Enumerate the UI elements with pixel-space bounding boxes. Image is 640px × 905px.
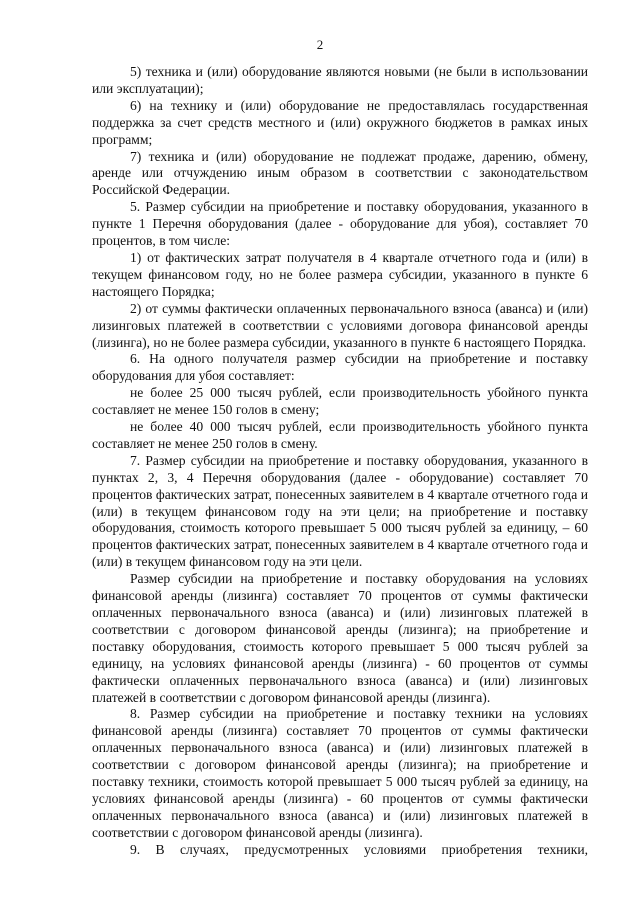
paragraph-clause-9: 9. В случаях, предусмотренных условиями приобретения техники, xyxy=(130,841,588,857)
paragraph-clause-5: 5. Размер субсидии на приобретение и поставку оборудования, указанного в пункте 1 Перечня оборудования (далее - оборудование для убоя), составляет 70 процентов, в том числе: xyxy=(92,199,588,249)
paragraph-clause-6: 6. На одного получателя размер субсидии на приобретение и поставку оборудования для убоя составляет: xyxy=(92,351,588,384)
document-body xyxy=(92,64,588,859)
paragraph-condition-7: 7) техника и (или) оборудование не подлежат продаже, дарению, обмену, аренде или отчуждению иным образом в соответствии с законодательством Российской Федерации. xyxy=(92,148,588,198)
page-number: 2 xyxy=(316,37,324,52)
paragraph-clause-6-limit-150: не более 25 000 тысяч рублей, если производительность убойного пункта составляет не менее 150 голов в смену; xyxy=(92,385,588,418)
paragraph-clause-5-item-1: 1) от фактических затрат получателя в 4 квартале отчетного года и (или) в текущем финансовом году, но не более размера субсидии, указанного в пункте 6 настоящего Порядка; xyxy=(92,249,588,299)
paragraph-clause-8: 8. Размер субсидии на приобретение и поставку техники на условиях финансовой аренды (лизинга) составляет 70 процентов от суммы фактически оплаченных первоначального взноса (аванса) и (или) лизинговых платежей в соответствии с договором финансовой аренды (лизинга); на приобретение и поставку техники, стоимость которой превышает 5 000 тысяч рублей за единицу, на условиях финансовой аренды (лизинга) - 60 процентов от суммы фактически оплаченных первоначального взноса (аванса) и (или) лизинговых платежей в соответствии с договором финансовой аренды (лизинга). xyxy=(92,706,588,840)
paragraph-clause-6-limit-250: не более 40 000 тысяч рублей, если производительность убойного пункта составляет не менее 250 голов в смену. xyxy=(92,419,588,451)
paragraph-condition-5: 5) техника и (или) оборудование являются новыми (не были в использовании или эксплуатации); xyxy=(92,64,588,96)
paragraph-clause-7-leasing: Размер субсидии на приобретение и поставку оборудования на условиях финансовой аренды (лизинга) составляет 70 процентов от суммы фактически оплаченных первоначального взноса (аванса) и (или) лизинговых платежей в соответствии с договором финансовой аренды (лизинга); на приобретение и поставку оборудования, стоимость которого превышает 5 000 тысяч рублей за единицу, на условиях финансовой аренды (лизинга) - 60 процентов от суммы фактически оплаченных первоначального взноса (аванса) и (или) лизинговых платежей в соответствии с договором финансовой аренды (лизинга). xyxy=(92,571,588,705)
paragraph-condition-6: 6) на технику и (или) оборудование не предоставлялась государственная поддержка за счет средств местного и (или) окружного бюджетов в рамках иных программ; xyxy=(92,97,588,147)
paragraph-clause-5-item-2: 2) от суммы фактически оплаченных первоначального взноса (аванса) и (или) лизинговых платежей в соответствии с условиями договора финансовой аренды (лизинга), но не более размера субсидии, указанного в пункте 6 настоящего Порядка. xyxy=(92,300,588,350)
paragraph-clause-7: 7. Размер субсидии на приобретение и поставку оборудования, указанного в пунктах 2, 3, 4 Перечня оборудования (далее - оборудование) составляет 70 процентов фактических затрат, понесенных заявителем в 4 квартале отчетного года и (или) в текущем финансовом году на эти цели; на приобретение и поставку оборудования, стоимость которого превышает 5 000 тысяч рублей за единицу, – 60 процентов фактических затрат, понесенных заявителем в 4 квартале отчетного года и (или) в текущем финансовом году на эти цели. xyxy=(92,452,588,570)
